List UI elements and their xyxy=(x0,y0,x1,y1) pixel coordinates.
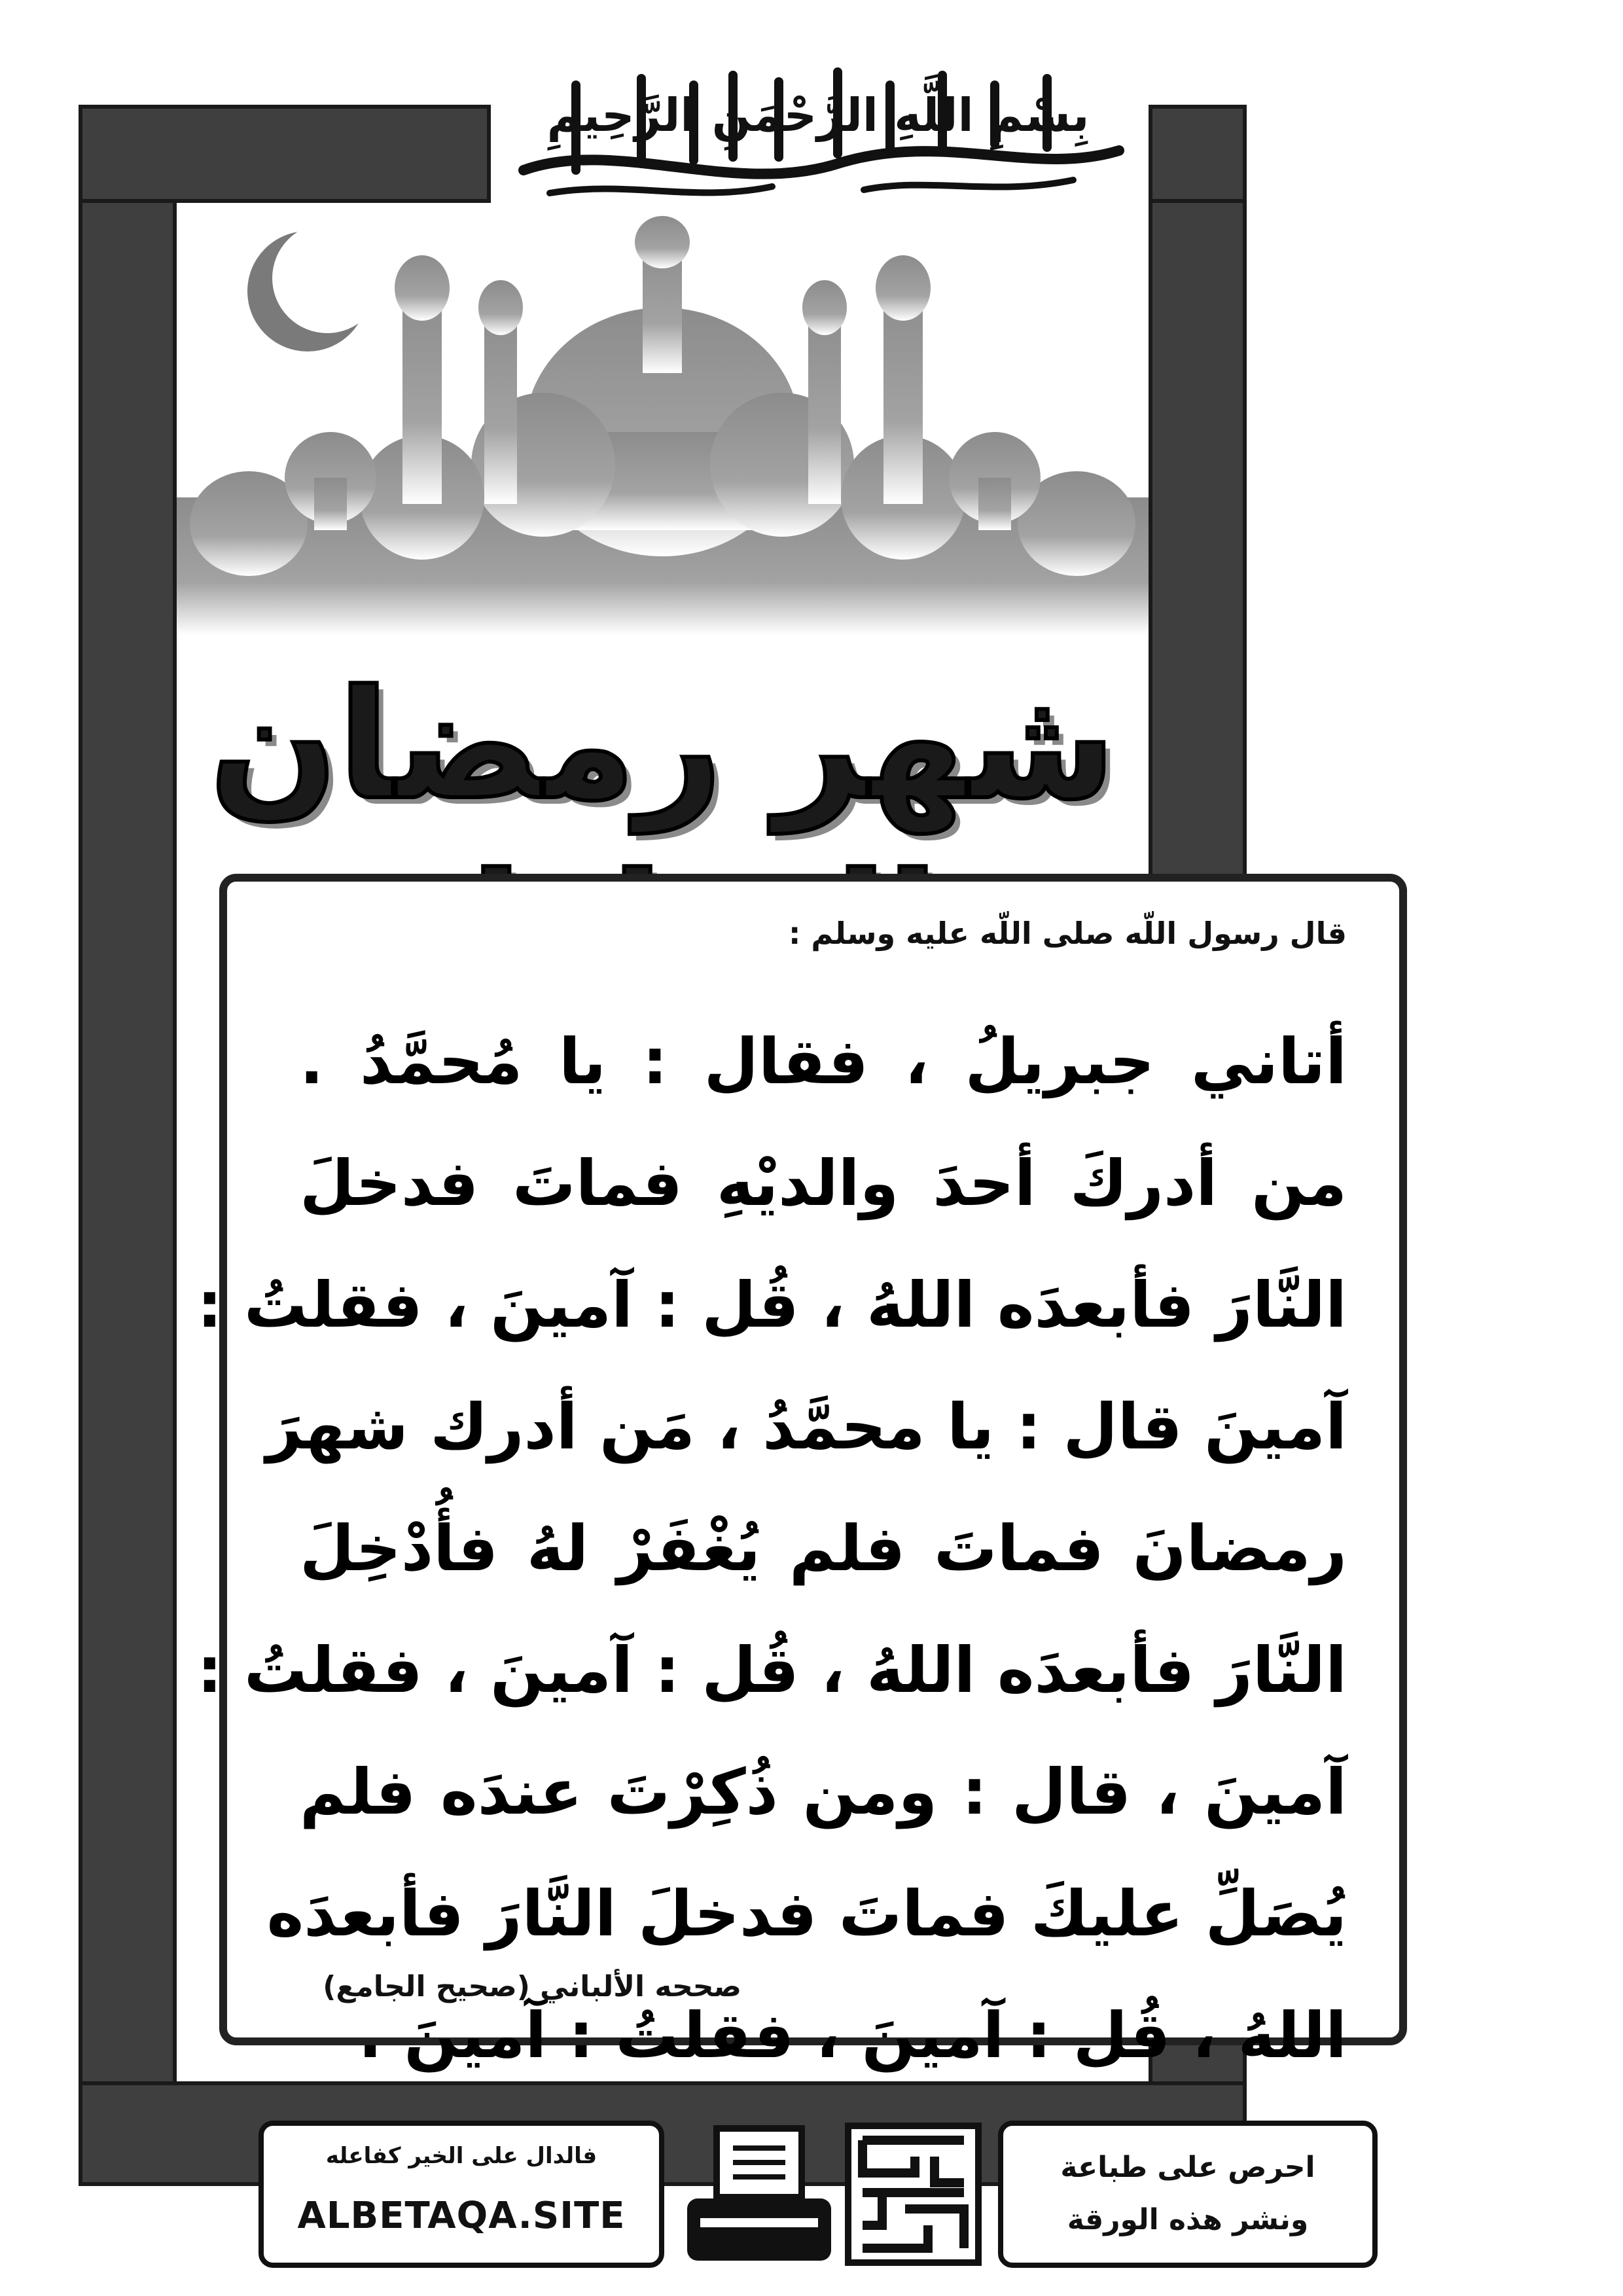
footer-print-card xyxy=(998,2121,1378,2268)
hadith-line: من أدركَ أحدَ والديْهِ فماتَ فدخلَ xyxy=(300,1147,1347,1220)
hadith-intro: قال رسول اللّه صلى اللّه عليه وسلم : xyxy=(788,916,1347,951)
footer-print-line-1: احرص على طباعة xyxy=(1060,2151,1315,2184)
hadith-text xyxy=(197,1013,1347,2108)
hadith-box xyxy=(197,874,1407,2072)
page-title: شهر رمضان xyxy=(209,658,1116,833)
frame-top-left-bar xyxy=(79,105,491,203)
frame-top-right-bar xyxy=(1149,105,1247,203)
footer-slogan: فالدال على الخير كفاعله xyxy=(325,2143,597,2169)
footer-print-line-2: ونشر هذه الورقة xyxy=(1067,2203,1309,2236)
footer-icons xyxy=(668,2121,998,2268)
basmala-text: بِسْمِ اللَّهِ الرَّحْمَنِ الرَّحِيمِ xyxy=(546,88,1090,142)
dawa-waraqa-logo-icon xyxy=(843,2121,984,2268)
crescent-moon-icon xyxy=(247,223,382,351)
printer-icon xyxy=(681,2123,838,2264)
hadith-line: يُصَلِّ عليكَ فماتَ فدخلَ النَّارَ فأبعدَه xyxy=(266,1877,1347,1950)
hadith-line: اللهُ ، قُل : آمينَ ، فقلتُ : آمينَ . xyxy=(358,1999,1347,2072)
mosque-skyline-icon xyxy=(177,216,1149,635)
frame-left-bar xyxy=(79,105,177,2186)
hadith-line: النَّارَ فأبعدَه اللهُ ، قُل : آمينَ ، فقلتُ : xyxy=(197,1268,1347,1342)
footer-site-card xyxy=(259,2121,664,2268)
hadith-line: النَّارَ فأبعدَه اللهُ ، قُل : آمينَ ، فقلتُ : xyxy=(197,1634,1347,1707)
footer xyxy=(259,2121,1378,2268)
basmala-calligraphy xyxy=(497,39,1139,209)
hadith-source: صححه الألباني (صحيح الجامع) xyxy=(323,1970,741,2003)
footer-site-link[interactable]: ALBETAQA.SITE xyxy=(297,2195,626,2237)
hadith-line: أتاني جبريلُ ، فقال : يا مُحمَّدُ . xyxy=(300,1025,1347,1098)
hadith-line: آمينَ قال : يا محمَّدُ ، مَن أدرك شهرَ xyxy=(266,1390,1347,1463)
hadith-line: آمينَ ، قال : ومن ذُكِرْتَ عندَه فلم xyxy=(300,1755,1347,1829)
hadith-line: رمضانَ فماتَ فلم يُغْفَرْ لهُ فأُدْخِلَ xyxy=(300,1512,1347,1585)
